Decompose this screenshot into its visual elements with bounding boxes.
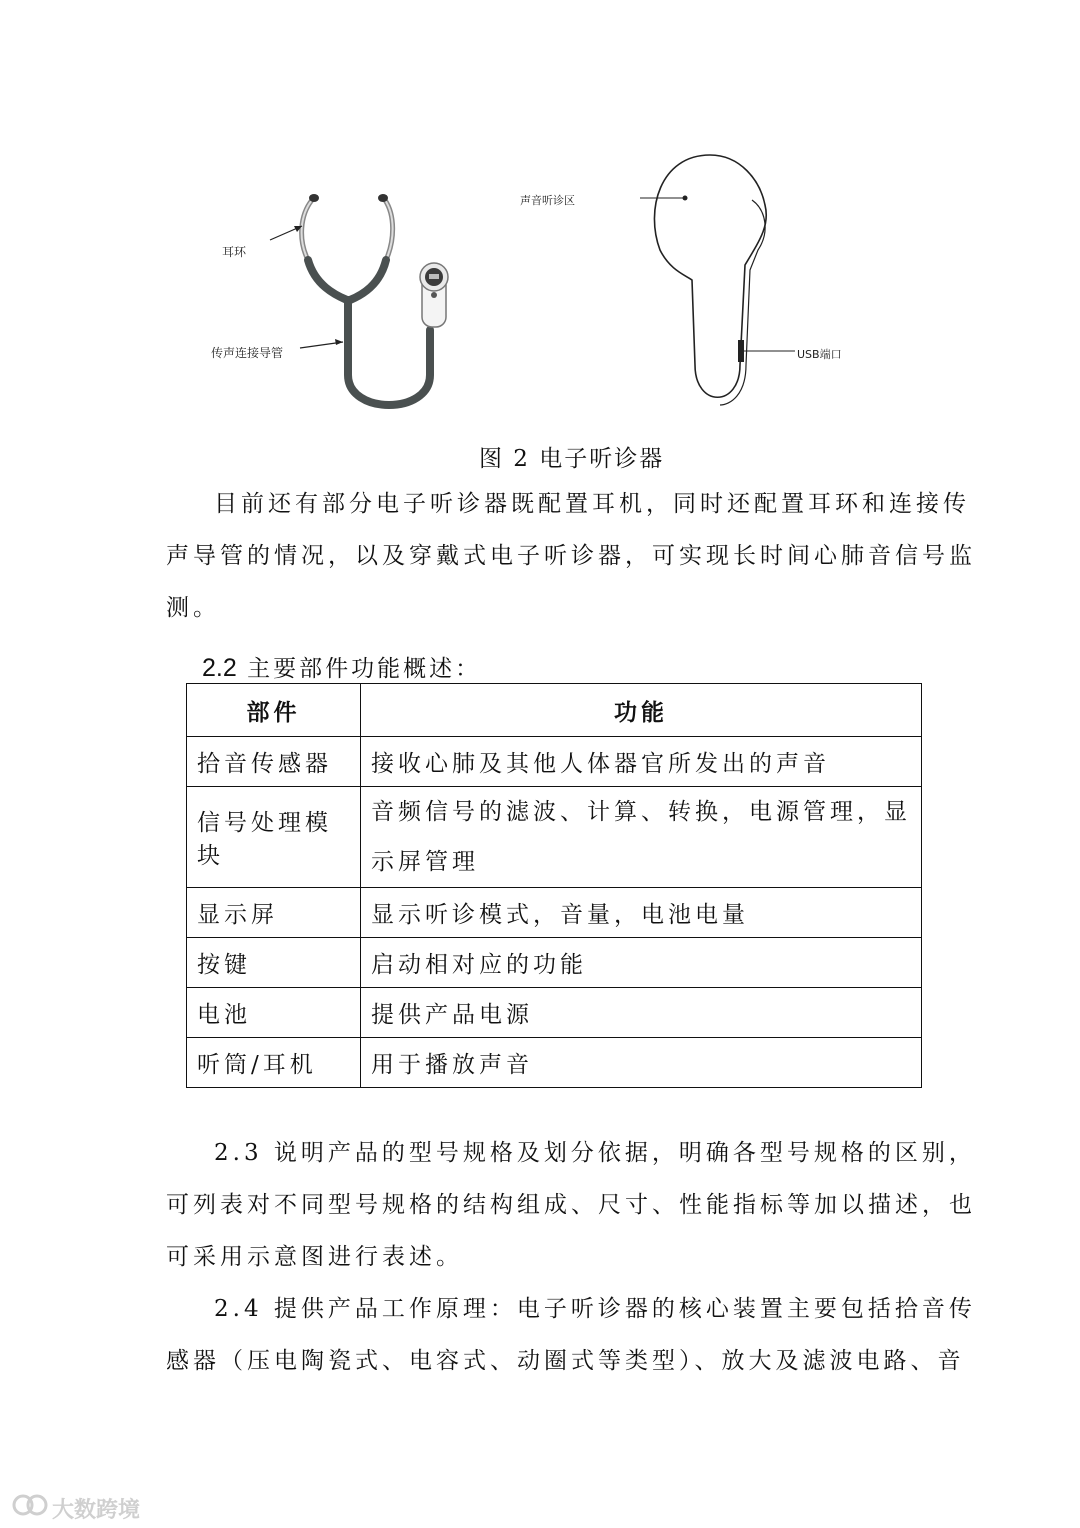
function-cell: 显示听诊模式，音量，电池电量 [361, 888, 922, 938]
function-cell: 用于播放声音 [361, 1038, 922, 1088]
table-header-function: 功能 [361, 684, 922, 737]
table-row [187, 737, 922, 787]
table-row [187, 938, 922, 988]
watermark-logo-icon [10, 1492, 50, 1518]
paragraph-2-3 [166, 1127, 976, 1283]
paragraph-2-3-line: 2.3 说明产品的型号规格及划分依据，明确各型号规格的区别， [214, 1140, 976, 1166]
section-2-2-heading [202, 650, 481, 683]
part-cell: 显示屏 [187, 888, 361, 938]
table-row [187, 988, 922, 1038]
figure-caption: 图 2 电子听诊器 [479, 446, 665, 472]
label-sound-area: 声音听诊区 [520, 194, 575, 207]
part-cell: 信号处理模块 [187, 787, 361, 888]
section-title: 主要部件功能概述： [247, 656, 482, 682]
part-cell: 拾音传感器 [187, 737, 361, 787]
paragraph-2-4 [166, 1283, 976, 1387]
table-row [187, 888, 922, 938]
table-row [187, 787, 922, 888]
part-cell: 听筒/耳机 [187, 1038, 361, 1088]
function-line: 音频信号的滤波、计算、转换，电源管理，显 [371, 799, 911, 825]
part-cell: 按键 [187, 938, 361, 988]
function-line: 示屏管理 [371, 849, 479, 875]
paragraph-1-line: 目前还有部分电子听诊器既配置耳机，同时还配置耳环和连接传 [214, 491, 970, 517]
function-cell: 接收心肺及其他人体器官所发出的声音 [361, 737, 922, 787]
table-row [187, 1038, 922, 1088]
paragraph-1-line: 声导管的情况，以及穿戴式电子听诊器，可实现长时间心肺音信号监 [166, 543, 976, 569]
label-sound-tube: 传声连接导管 [211, 346, 284, 360]
paragraph-1-line: 测。 [166, 595, 220, 621]
table-header-row [187, 684, 922, 737]
function-cell: 提供产品电源 [361, 988, 922, 1038]
label-usb-port: USB端口 [797, 348, 842, 361]
label-ear-ring: 耳环 [222, 245, 247, 259]
part-cell: 电池 [187, 988, 361, 1038]
handheld-stethoscope-illustration [640, 150, 860, 410]
stethoscope-illustration [190, 170, 490, 420]
watermark-text: 大数跨境 [52, 1498, 141, 1523]
section-number: 2.2 [202, 654, 237, 682]
paragraph-2-4-line: 感器（压电陶瓷式、电容式、动圈式等类型）、放大及滤波电路、音 [166, 1348, 965, 1374]
paragraph-2-4-line: 2.4 提供产品工作原理：电子听诊器的核心装置主要包括拾音传 [214, 1296, 976, 1322]
parts-function-table [186, 683, 922, 1088]
paragraph-1 [166, 478, 976, 634]
table-header-part: 部件 [187, 684, 361, 737]
paragraph-2-3-line: 可采用示意图进行表述。 [166, 1244, 463, 1270]
function-cell [361, 787, 922, 888]
function-cell: 启动相对应的功能 [361, 938, 922, 988]
paragraph-2-3-line: 可列表对不同型号规格的结构组成、尺寸、性能指标等加以描述，也 [166, 1192, 976, 1218]
